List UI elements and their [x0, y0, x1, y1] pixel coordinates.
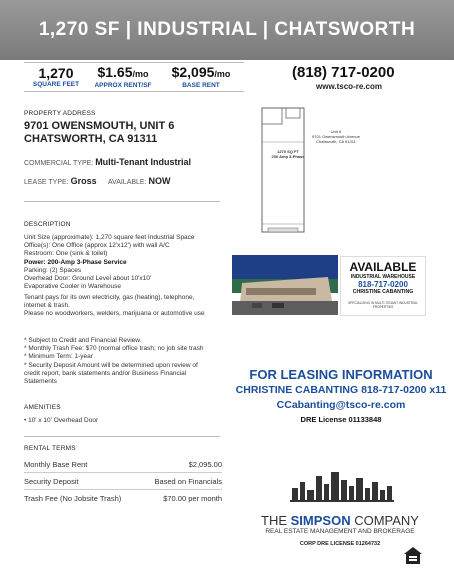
stat-value: $1.65: [97, 63, 133, 80]
description-body: [24, 234, 234, 291]
plan-text: Chatsworth, CA 91311: [316, 139, 356, 144]
plan-unit-label: [296, 129, 376, 144]
contact-website[interactable]: www.tsco-re.com: [316, 82, 382, 91]
rent-value: $70.00 per month: [163, 494, 222, 503]
stat-unit: /mo: [214, 68, 231, 79]
amenity-item: • 10' x 10' Overhead Door: [24, 417, 99, 424]
commercial-type-label: COMMERCIAL TYPE:: [24, 160, 94, 167]
leasing-heading: FOR LEASING INFORMATION: [249, 367, 433, 382]
sign-name: CHRISTINE CABANTING: [352, 289, 414, 295]
rent-label: Monthly Base Rent: [24, 459, 88, 469]
divider: [24, 436, 220, 437]
description-tenant: [24, 294, 234, 319]
equal-housing-icon: [402, 545, 424, 567]
plan-text: 200 Amp 3-Phase: [271, 154, 305, 159]
company-license: CORP DRE LICENSE 01264732: [299, 541, 381, 547]
description-power: Power: 200-Amp 3-Phase Service: [24, 258, 127, 266]
description-line: Office(s): One Office (approx 12'x12') with wall A/C: [24, 242, 170, 250]
description-line: Please no woodworkers, welders, marijuana or automotive use: [24, 310, 205, 318]
stat-unit: /mo: [132, 68, 149, 79]
description-line: Unit Size (approximate): 1,270 square feet Industrial Space: [24, 234, 195, 241]
rental-terms-heading: RENTAL TERMS: [24, 445, 76, 452]
key-stats: [24, 62, 244, 92]
building-photo: [232, 255, 338, 315]
property-address: [24, 120, 174, 146]
rent-row-trash: [24, 490, 222, 507]
description-line: Overhead Door: Ground Level about 10'x10': [24, 275, 152, 283]
description-heading: DESCRIPTION: [24, 221, 71, 228]
stat-label: APPROX RENT/SF: [94, 81, 152, 89]
description-line: Tenant pays for its own electricity, gas (heating), telephone,: [24, 294, 195, 301]
note-line: Statements: [24, 378, 57, 386]
address-label: PROPERTY ADDRESS: [24, 110, 96, 117]
description-line: Parking: (2) Spaces: [24, 266, 82, 274]
company-name: [226, 513, 454, 528]
banner-title: 1,270 SF | INDUSTRIAL | CHATSWORTH: [38, 19, 416, 40]
description-line: Evaporative Cooler in Warehouse: [24, 283, 121, 291]
contact-phone: (818) 717-0200: [292, 64, 395, 81]
description-line: internet & trash.: [24, 302, 70, 310]
plan-text: Unit 6: [330, 129, 342, 134]
rent-row-base: [24, 456, 222, 473]
rent-value: Based on Financials: [154, 476, 222, 486]
description-line: Restroom: One (sink & toilet): [24, 250, 108, 258]
note-line: * Subject to Credit and Financial Review.: [24, 337, 142, 344]
stat-label: BASE RENT: [182, 81, 220, 89]
available-sign: [340, 256, 426, 316]
note-line: * Security Deposit Amount will be determined upon review of: [24, 361, 198, 369]
plan-inner-label: [258, 149, 318, 159]
lease-type-label: LEASE TYPE:: [24, 179, 69, 186]
description-notes: [24, 337, 234, 386]
rent-label: Trash Fee (No Jobsite Trash): [24, 494, 122, 503]
stat-value: $2,095: [171, 63, 215, 80]
address-line-1: 9701 OWENSMOUTH, UNIT 6: [24, 120, 175, 132]
note-line: credit report, bank statements and/or Business Financial: [24, 369, 187, 377]
leasing-email[interactable]: CCabanting@tsco-re.com: [276, 399, 406, 411]
commercial-type-value: Multi-Tenant Industrial: [95, 157, 192, 167]
company-name-main: SIMPSON: [290, 513, 351, 528]
stat-square-feet: [24, 63, 88, 91]
leasing-contact: CHRISTINE CABANTING 818-717-0200 x11: [235, 384, 447, 396]
address-line-2: CHATSWORTH, CA 91311: [24, 133, 158, 145]
stat-value: 1,270: [38, 64, 74, 81]
lease-type-row: [24, 176, 171, 186]
sign-phone: 818-717-0200: [358, 280, 408, 289]
available-value: NOW: [148, 176, 171, 186]
available-label: AVAILABLE:: [107, 179, 147, 186]
plan-text: 1270 SQ FT: [277, 149, 299, 154]
company-tagline: REAL ESTATE MANAGEMENT AND BROKERAGE: [265, 528, 415, 535]
divider: [24, 201, 220, 202]
amenities-list: [24, 417, 234, 425]
company-logo-graphic: [290, 470, 394, 512]
note-line: * Minimum Term: 1-year: [24, 353, 93, 361]
stat-rent-per-sf: [88, 63, 158, 91]
stat-base-rent: [158, 63, 244, 91]
amenities-heading: AMENITIES: [24, 404, 61, 411]
rent-label: Security Deposit: [24, 476, 79, 486]
company-name-prefix: THE: [261, 513, 291, 528]
header-banner: [0, 0, 454, 60]
rent-row-deposit: [24, 473, 222, 490]
floor-plan: [248, 102, 418, 242]
stat-label: SQUARE FEET: [32, 80, 80, 88]
rent-value: $2,095.00: [188, 459, 222, 469]
leasing-license: DRE License 01133848: [300, 415, 382, 424]
sign-tagline: SPECIALIZING IN MULTI-TENANT INDUSTRIAL PROPERTIES: [348, 301, 418, 309]
company-name-suffix: COMPANY: [350, 513, 419, 528]
plan-text: 9701 Owensmouth Avenue: [312, 134, 360, 139]
lease-type-value: Gross: [70, 176, 97, 186]
note-line: * Monthly Trash Fee: $70 (normal office trash; no job site trash: [24, 345, 204, 353]
sign-available: AVAILABLE: [349, 260, 417, 274]
commercial-type-row: [24, 157, 191, 167]
sign-subtitle: INDUSTRIAL WAREHOUSE: [350, 274, 416, 280]
